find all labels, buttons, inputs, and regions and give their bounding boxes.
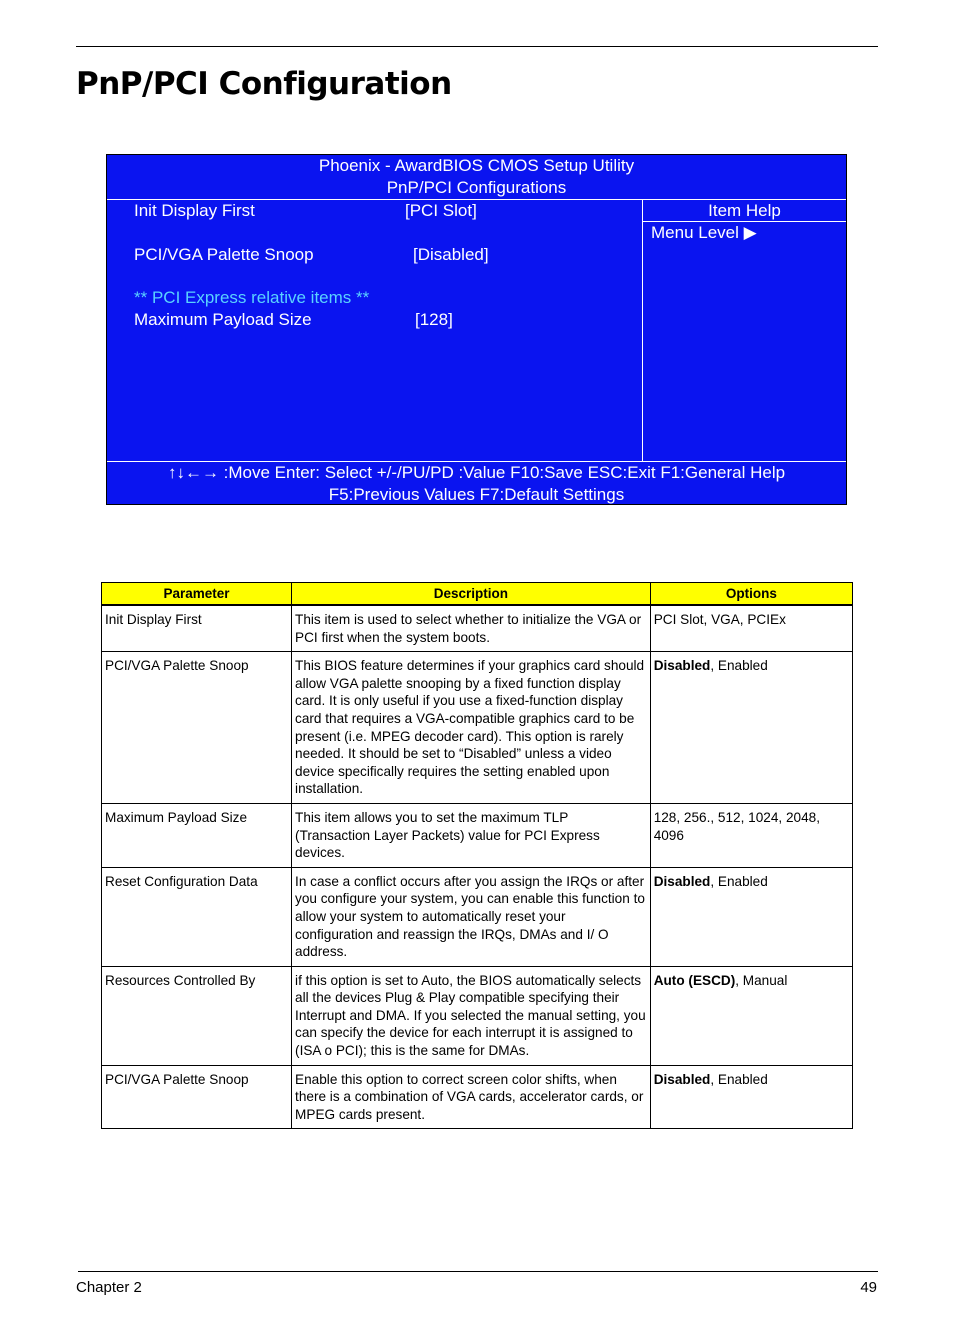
- parameter-cell: PCI/VGA Palette Snoop: [102, 1065, 292, 1129]
- bios-value-maximum-payload-size[interactable]: [128]: [415, 310, 453, 329]
- table-row: [102, 652, 853, 804]
- header-parameter: Parameter: [102, 583, 292, 605]
- parameter-cell: PCI/VGA Palette Snoop: [102, 652, 292, 804]
- bios-item-pci-vga-palette-snoop[interactable]: PCI/VGA Palette Snoop: [134, 245, 314, 264]
- top-rule: [76, 46, 878, 47]
- footer-page-number: 49: [860, 1279, 877, 1296]
- item-help-title: Item Help: [643, 200, 846, 222]
- footer-rule: [78, 1271, 878, 1272]
- description-cell: if this option is set to Auto, the BIOS automatically selects all the devices Plug & Play compatible specifying their Interrupt and DMA. If you selected the manual setting, you can specify the device for each interrupt it is assigned to (ISA o PCI); this is the same for DMAs.: [292, 966, 651, 1065]
- bios-header-subtitle: PnP/PCI Configurations: [386, 178, 567, 197]
- parameter-cell: Reset Configuration Data: [102, 867, 292, 966]
- bios-header-title: Phoenix - AwardBIOS CMOS Setup Utility: [318, 156, 635, 175]
- options-default: Auto (ESCD): [653, 972, 736, 988]
- page-title: PnP/PCI Configuration: [76, 66, 452, 102]
- table-row: [102, 1065, 853, 1129]
- description-cell: In case a conflict occurs after you assign the IRQs or after you configure your system, you can enable this function to allow your system to automatically reset your configuration and reassign the IRQs, DMAs and I/ O address.: [292, 867, 651, 966]
- options-rest: , Enabled: [710, 658, 768, 674]
- bios-key-help-line1: ↑↓←→ :Move Enter: Select +/-/PU/PD :Value F10:Save ESC:Exit F1:General Help: [167, 463, 786, 482]
- options-default: Disabled: [653, 1071, 711, 1087]
- menu-level: Menu Level ▶: [651, 223, 757, 242]
- description-cell: This item is used to select whether to initialize the VGA or PCI first when the system boots.: [292, 606, 651, 652]
- options-rest: 128, 256., 512, 1024, 2048, 4096: [653, 809, 820, 843]
- options-rest: , Enabled: [710, 1071, 768, 1087]
- table-row: [102, 966, 853, 1065]
- bios-help-panel: [643, 199, 846, 462]
- header-description: Description: [292, 583, 651, 605]
- bios-section-pci-express: ** PCI Express relative items **: [134, 288, 370, 307]
- bios-item-maximum-payload-size[interactable]: Maximum Payload Size: [134, 310, 312, 329]
- bios-item-init-display-first[interactable]: Init Display First: [134, 201, 255, 220]
- options-rest: , Manual: [735, 972, 788, 988]
- header-options: Options: [650, 583, 852, 605]
- description-cell: This item allows you to set the maximum TLP (Transaction Layer Packets) value for PCI Express devices.: [292, 803, 651, 867]
- description-cell: Enable this option to correct screen color shifts, when there is a combination of VGA cards, accelerator cards, or MPEG cards present.: [292, 1065, 651, 1129]
- parameter-cell: Maximum Payload Size: [102, 803, 292, 867]
- table-header-row: [102, 583, 853, 605]
- bios-menu-panel: [107, 199, 643, 462]
- options-rest: , Enabled: [710, 873, 768, 889]
- parameter-cell: Resources Controlled By: [102, 966, 292, 1065]
- options-default: Disabled: [653, 658, 711, 674]
- bios-screen: [106, 154, 847, 505]
- bios-key-help-line2: F5:Previous Values F7:Default Settings: [328, 485, 625, 504]
- table-row: [102, 606, 853, 652]
- table-row: [102, 867, 853, 966]
- options-cell: [650, 606, 852, 652]
- footer-chapter: Chapter 2: [76, 1279, 142, 1296]
- bios-value-pci-vga-palette-snoop[interactable]: [Disabled]: [413, 245, 489, 264]
- options-cell: [650, 867, 852, 966]
- bios-key-help: [107, 461, 846, 506]
- options-rest: PCI Slot, VGA, PCIEx: [653, 612, 786, 627]
- table-row: [102, 803, 853, 867]
- options-cell: [650, 966, 852, 1065]
- parameter-table: [101, 582, 853, 1129]
- bios-header: [107, 155, 846, 199]
- options-cell: [650, 803, 852, 867]
- options-cell: [650, 652, 852, 804]
- parameter-cell: Init Display First: [102, 606, 292, 652]
- bios-value-init-display-first[interactable]: [PCI Slot]: [405, 201, 477, 220]
- options-default: Disabled: [653, 873, 711, 889]
- options-cell: [650, 1065, 852, 1129]
- description-cell: This BIOS feature determines if your graphics card should allow VGA palette snooping by a fixed function display card. It is only useful if you use a fixed-function display card that requires a VGA-compatible graphics card to be present (i.e. MPEG decoder card). This option is rarely needed. It should be set to “Disabled” unless a video device specifically requires the setting enabled upon installation.: [292, 652, 651, 804]
